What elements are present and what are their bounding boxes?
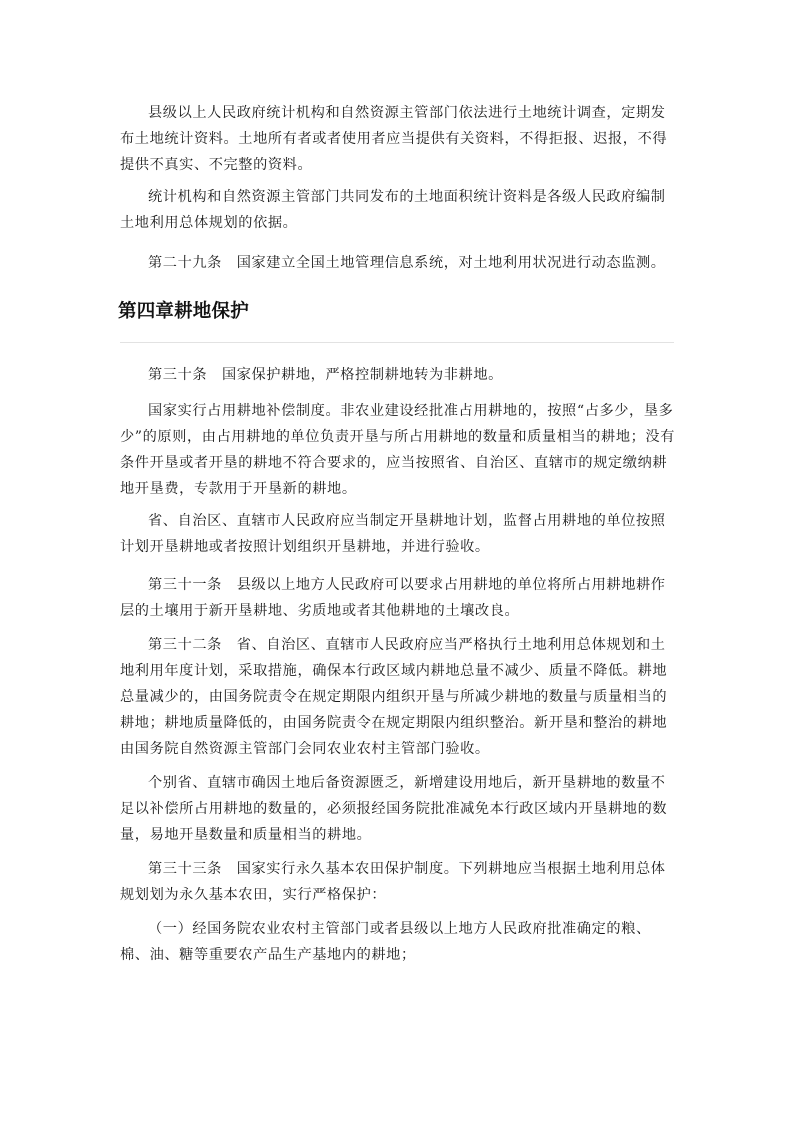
paragraph-article-33: 第三十三条 国家实行永久基本农田保护制度。下列耕地应当根据土地利用总体规划划为永久基本农田，实行严格保护： [120, 861, 666, 903]
paragraph-reclamation-plan: 省、自治区、直辖市人民政府应当制定开垦耕地计划，监督占用耕地的单位按照计划开垦耕地或者按照计划组织开垦耕地，并进行验收。 [120, 513, 666, 555]
heading-divider [120, 342, 674, 343]
paragraph-compensation-system: 国家实行占用耕地补偿制度。非农业建设经批准占用耕地的，按照“占多少，垦多少”的原则，由占用耕地的单位负责开垦与所占用耕地的数量和质量相当的耕地；没有条件开垦或者开垦的耕地不符合要求的，应当按照省、自治区、直辖市的规定缴纳耕地开垦费，专款用于开垦新的耕地。 [120, 403, 675, 497]
paragraph-item-1: （一）经国务院农业农村主管部门或者县级以上地方人民政府批准确定的粮、棉、油、糖等重要农产品生产基地内的耕地； [120, 921, 651, 963]
paragraph-land-statistics: 县级以上人民政府统计机构和自然资源主管部门依法进行土地统计调查，定期发布土地统计资料。土地所有者或者使用者应当提供有关资料，不得拒报、迟报，不得提供不真实、不完整的资料。 [120, 105, 668, 173]
paragraph-article-29: 第二十九条 国家建立全国土地管理信息系统，对土地利用状况进行动态监测。 [148, 255, 666, 271]
paragraph-article-30: 第三十条 国家保护耕地，严格控制耕地转为非耕地。 [148, 367, 503, 383]
chapter-heading: 第四章耕地保护 [118, 301, 249, 322]
paragraph-article-31: 第三十一条 县级以上地方人民政府可以要求占用耕地的单位将所占用耕地耕作层的土壤用于新开垦耕地、劣质地或者其他耕地的土壤改良。 [120, 577, 666, 619]
paragraph-article-32: 第三十二条 省、自治区、直辖市人民政府应当严格执行土地利用总体规划和土地利用年度计划，采取措施，确保本行政区域内耕地总量不减少、质量不降低。耕地总量减少的，由国务院责令在规定期限内组织开垦与所减少耕地的数量与质量相当的耕地；耕地质量降低的，由国务院责令在规定期限内组织整治。新开垦和整治的耕地由国务院自然资源主管部门会同农业农村主管部门验收。 [120, 637, 668, 757]
paragraph-statistics-basis: 统计机构和自然资源主管部门共同发布的土地面积统计资料是各级人民政府编制土地利用总体规划的依据。 [120, 189, 666, 231]
paragraph-special-provinces: 个别省、直辖市确因土地后备资源匮乏，新增建设用地后，新开垦耕地的数量不足以补偿所占用耕地的数量的，必须报经国务院批准减免本行政区域内开垦耕地的数量，易地开垦数量和质量相当的耕地。 [120, 775, 668, 843]
